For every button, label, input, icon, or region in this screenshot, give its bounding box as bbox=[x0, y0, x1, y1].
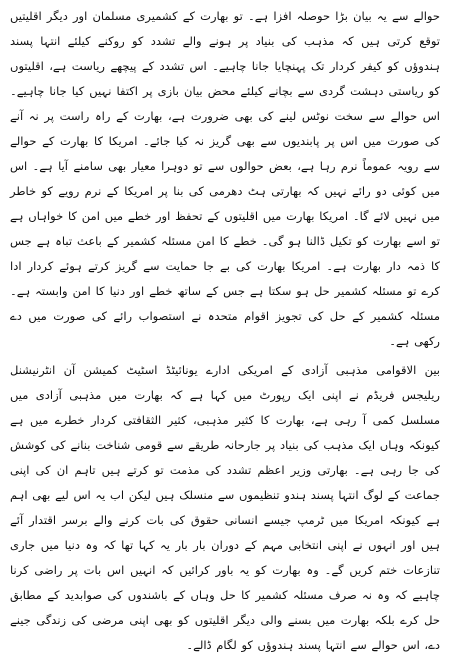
paragraph-2: بین الاقوامی مذہبی آزادی کے امریکی ادارے یونائیٹڈ اسٹیٹ کمیشن آن انٹرنیشنل ریلیجس فریڈم نے اپنی ایک رپورٹ میں کہا ہے کہ بھارت میں مذہبی آزادی میں مسلسل کمی آ رہی ہے، بھارت کا کثیر مذہبی، کثیر الثقافتی کردار خطرے میں ہے کیونکہ وہاں ایک مذہب کی بنیاد پر جارحانہ طریقے سے قومی شناخت بنانے کی کوشش کی جا رہی ہے۔ بھارتی وزیر اعظم تشدد کی مذمت تو کرتے ہیں تاہم ان کی اپنی جماعت کے لوگ انتہا پسند ہندو تنظیموں سے منسلک ہیں لیکن اب یہ اس لیے بھی اہم ہے کیونکہ امریکا میں ٹرمپ جیسے انسانی حقوق کی بات کرنے والے برسر اقتدار آئے ہیں اور انہوں نے اپنی انتخابی مہم کے دوران بار بار یہ کہا تھا کہ وہ دنیا میں جاری تنازعات ختم کریں گے۔ وہ بھارت کو یہ باور کرائیں کہ انہیں اس بات پر راضی کرنا چاہیے کہ وہ نہ صرف مسئلہ کشمیر کا حل وہاں کے باشندوں کی صوابدید کے مطابق حل کرے بلکہ بھارت میں بسنے والی دیگر اقلیتوں کو بھی اپنی مرضی کی زندگی جینے دے، اس حوالے سے انتہا پسند ہندوؤں کو لگام ڈالے۔ bbox=[10, 363, 440, 652]
paragraph-1: حوالے سے یہ بیان بڑا حوصلہ افزا ہے۔ تو بھارت کے کشمیری مسلمان اور دیگر اقلیتیں توقع کرتی ہیں کہ مذہب کی بنیاد پر ہونے والے تشدد کو روکنے کیلئے انتہا پسند ہندوؤں کو کیفر کردار تک پہنچایا جانا چاہیے۔ اس تشدد کے پیچھے ریاست ہے، اقلیتوں کو ریاستی دہشت گردی سے بچانے کیلئے محض بیان بازی پر اکتفا نہیں کیا جانا چاہیے۔ اس حوالے سے سخت نوٹس لینے کی بھی ضرورت ہے، بھارت کے راہ راست پر نہ آنے کی صورت میں اس پر پابندیوں سے بھی گریز نہ کیا جائے۔ امریکا کا بھارت کے حوالے سے رویہ عموماً نرم رہا ہے، بعض حوالوں سے تو دوہرا معیار بھی سامنے آیا ہے۔ اس میں کوئی دو رائے نہیں کہ بھارتی ہٹ دھرمی کی بنا پر امریکا کے نرم رویے کو خاطر میں نہیں لائے گا۔ امریکا بھارت میں اقلیتوں کے تحفظ اور خطے میں امن کا خواہاں ہے تو اسے بھارت کو تکیل ڈالنا ہو گی۔ خطے کا امن مسئلہ کشمیر کے باعث تباہ ہے جس کا ذمہ دار بھارت ہے۔ امریکا بھارت کی بے جا حمایت سے گریز کرتے ہوئے کردار ادا کرے تو مسئلہ کشمیر حل ہو سکتا ہے جس کے ساتھ خطے اور دنیا کا امن وابستہ ہے۔ مسئلہ کشمیر کے حل کی تجویز اقوام متحدہ نے استصواب رائے کی صورت میں دے رکھی ہے۔ bbox=[10, 9, 440, 348]
